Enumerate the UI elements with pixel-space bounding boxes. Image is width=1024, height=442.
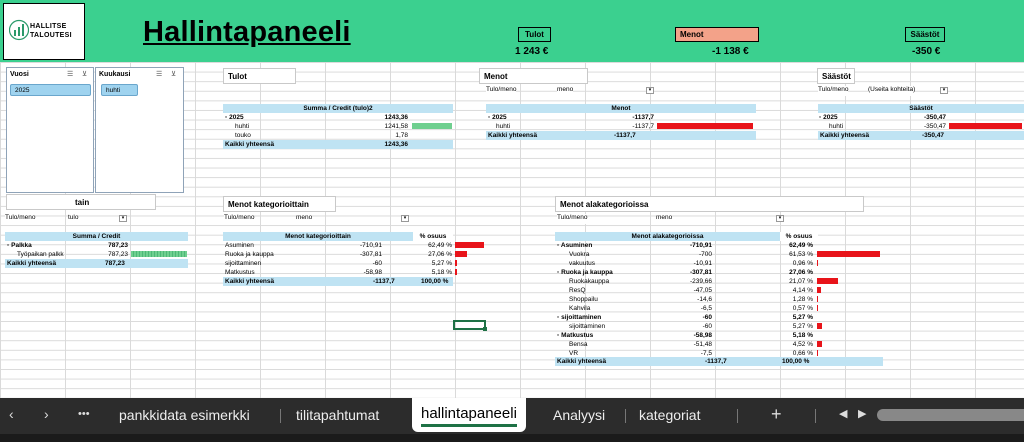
- menot-ala-row-label: sijoittaminen: [569, 323, 606, 330]
- menot-kat-row-pct: 27,06 %: [428, 251, 452, 258]
- saastot-total-row: Kaikki yhteensä -350,47: [818, 131, 1024, 140]
- menot-ala-bar: [817, 323, 822, 329]
- slicer-item-huhti[interactable]: huhti: [101, 84, 138, 96]
- tab-hallintapaneeli[interactable]: hallintapaneeli: [412, 398, 526, 432]
- menot-filter-value: meno: [557, 86, 573, 96]
- menot-bar: [657, 123, 753, 129]
- menot-ala-filter-value: meno: [656, 214, 672, 224]
- menot-ala-row-pct: 0,57 %: [792, 305, 813, 312]
- menot-kat-row-pct: 5,18 %: [431, 269, 452, 276]
- menot-ala-bar: [817, 287, 821, 293]
- tulot-header: Summa / Credit (tulo)2: [223, 104, 453, 113]
- menot-ala-group-label: ▫ sijoittaminen: [557, 314, 602, 321]
- tulot-row-value: 1241,58: [384, 123, 408, 130]
- chevron-right-icon[interactable]: ›: [44, 406, 49, 422]
- menot-row-label: huhti: [496, 123, 511, 130]
- tulot-kat-bar: [131, 251, 187, 257]
- menot-ala-bar: [817, 260, 818, 266]
- menot-filter-label: Tulo/meno: [486, 86, 516, 96]
- tulot-kat-row-value: 787,23: [108, 242, 128, 249]
- menot-kat-row-pct: 62,49 %: [428, 242, 452, 249]
- saastot-filter-value: (Useita kohteita): [868, 86, 915, 96]
- tab-pankkidata-esimerkki[interactable]: pankkidata esimerkki: [119, 407, 250, 423]
- menot-kat-header-pct: % osuus: [413, 232, 453, 241]
- menot-ala-row-pct: 21,07 %: [789, 278, 813, 285]
- active-tab-indicator: [421, 424, 517, 427]
- slicer-item-2025[interactable]: 2025: [10, 84, 91, 96]
- menot-kat-row-value: -58,98: [363, 269, 382, 276]
- menot-ala-row-label: VR: [569, 350, 579, 357]
- menot-ala-row-pct: 0,66 %: [792, 350, 813, 357]
- saastot-filter-label: Tulo/meno: [818, 86, 848, 96]
- menot-kat-row-pct: 5,27 %: [431, 260, 452, 267]
- chevron-left-icon[interactable]: ‹: [9, 406, 14, 422]
- add-sheet-button[interactable]: +: [771, 404, 782, 424]
- savings-label[interactable]: Säästöt: [905, 27, 945, 42]
- scroll-right-icon[interactable]: ▶: [858, 408, 867, 420]
- menot-ala-row-label: Shoppailu: [569, 296, 598, 303]
- menot-ala-row-label: Bensa: [569, 341, 588, 348]
- menot-kat-row-value: -307,81: [359, 251, 382, 258]
- income-label[interactable]: Tulot: [518, 27, 551, 42]
- menot-total-row: Kaikki yhteensä -1137,7: [486, 131, 756, 140]
- menot-header: Menot: [486, 104, 756, 113]
- sheet-tab-bar: [0, 398, 1024, 434]
- expense-value: -1 138 €: [712, 46, 749, 57]
- tab-tilitapahtumat[interactable]: tilitapahtumat: [296, 407, 380, 423]
- filter-dropdown-icon[interactable]: ▾: [119, 215, 127, 222]
- menot-kat-bar: [455, 269, 457, 275]
- logo: [3, 3, 85, 60]
- tulot-row-label: touko: [235, 132, 251, 139]
- saastot-row-label: ▫ 2025: [819, 114, 838, 121]
- tulot-total-row: Kaikki yhteensä 1243,36: [223, 140, 453, 149]
- menot-ala-row-pct: 5,27 %: [792, 323, 813, 330]
- menot-ala-group-pct: 5,27 %: [792, 314, 813, 321]
- year-slicer[interactable]: [6, 67, 94, 193]
- menot-ala-group-pct: 5,18 %: [792, 332, 813, 339]
- menot-ala-row-value: -51,48: [693, 341, 712, 348]
- menot-kat-bar: [455, 260, 457, 266]
- tab-analyysi[interactable]: Analyysi: [553, 407, 606, 423]
- tulot-kat-row-label: ▫ Palkka: [7, 242, 32, 249]
- saastot-row-value: -350,47: [923, 114, 946, 121]
- tulot-kat-filter-label: Tulo/meno: [5, 214, 35, 224]
- menot-kat-total-row: Kaikki yhteensä -1137,7 100,00 %: [223, 277, 453, 286]
- year-slicer-title: Vuosi: [10, 71, 29, 78]
- menot-ala-group-pct: 62,49 %: [789, 242, 813, 249]
- menot-ala-row-value: -6,5: [700, 305, 712, 312]
- menot-ala-group-value: -60: [702, 314, 712, 321]
- menot-title: Menot: [479, 68, 588, 84]
- menot-ala-bar: [817, 278, 838, 284]
- filter-dropdown-icon[interactable]: ▾: [776, 215, 784, 222]
- menot-ala-group-pct: 27,06 %: [789, 269, 813, 276]
- expense-label[interactable]: Menot: [675, 27, 759, 42]
- logo-text: HALLITSE TALOUTESI: [30, 23, 72, 39]
- menot-row-label: ▫ 2025: [488, 114, 507, 121]
- menot-ala-row-pct: 61,53 %: [789, 251, 813, 258]
- tulot-row-label: ▫ 2025: [225, 114, 244, 121]
- menot-ala-row-value: -14,6: [697, 296, 712, 303]
- menot-ala-group-value: -58,98: [693, 332, 712, 339]
- menot-kat-filter-value: meno: [296, 214, 312, 224]
- more-sheets-button[interactable]: •••: [78, 408, 90, 420]
- menot-ala-row-value: -239,66: [689, 278, 712, 285]
- menot-kat-row-label: Asuminen: [225, 242, 254, 249]
- menot-ala-bar: [817, 251, 880, 257]
- tulot-title: Tulot: [223, 68, 296, 84]
- page-title: Hallintapaneeli: [143, 16, 351, 48]
- saastot-bar: [949, 123, 1022, 129]
- tab-divider: [815, 409, 816, 423]
- menot-ala-group-value: -710,91: [689, 242, 712, 249]
- menot-ala-total-row: Kaikki yhteensä -1137,7 100,00 %: [555, 357, 883, 366]
- tulot-kat-row-value: 787,23: [108, 251, 128, 258]
- menot-ala-row-pct: 4,52 %: [792, 341, 813, 348]
- saastot-row-value: -350,47: [923, 123, 946, 130]
- menot-ala-group-label: ▫ Ruoka ja kauppa: [557, 269, 613, 276]
- menot-kat-row-value: -60: [372, 260, 382, 267]
- menot-ala-filter-label: Tulo/meno: [557, 214, 587, 224]
- month-slicer[interactable]: [95, 67, 184, 193]
- menot-ala-row-value: -60: [702, 323, 712, 330]
- menot-row-value: -1137,7: [632, 114, 654, 121]
- menot-ala-header-pct: % osuus: [780, 232, 818, 241]
- tulot-kat-title: tain: [6, 194, 156, 210]
- tulot-row-label: huhti: [235, 123, 250, 130]
- fill-handle[interactable]: [483, 327, 487, 331]
- tulot-kat-header: Summa / Credit: [5, 232, 188, 241]
- menot-ala-row-pct: 0,96 %: [792, 260, 813, 267]
- menot-ala-row-pct: 1,28 %: [792, 296, 813, 303]
- tulot-kat-row-label: Työpaikan palkk: [17, 251, 64, 258]
- menot-kat-row-label: sijoittaminen: [225, 260, 262, 267]
- menot-kat-bar: [455, 251, 467, 257]
- menot-kat-bar: [455, 242, 484, 248]
- savings-value: -350 €: [912, 46, 941, 57]
- menot-ala-row-value: -7,5: [700, 350, 712, 357]
- menot-row-value: -1137,7: [632, 123, 654, 130]
- menot-ala-group-value: -307,81: [689, 269, 712, 276]
- tab-divider: [737, 409, 738, 423]
- menot-ala-row-value: -47,05: [693, 287, 712, 294]
- month-slicer-title: Kuukausi: [99, 71, 131, 78]
- menot-ala-bar: [817, 305, 818, 311]
- menot-ala-row-pct: 4,14 %: [792, 287, 813, 294]
- horizontal-scrollbar[interactable]: [877, 409, 1024, 421]
- menot-ala-header: Menot alakategorioissa: [555, 232, 780, 241]
- multi-select-icon[interactable]: ☰: [156, 71, 163, 78]
- tulot-kat-total-row: Kaikki yhteensä 787,23: [5, 259, 188, 268]
- menot-ala-title: Menot alakategorioissa: [555, 196, 864, 212]
- tulot-row-value: 1243,36: [384, 114, 408, 121]
- menot-ala-row-label: Ruokakauppa: [569, 278, 610, 285]
- menot-kat-title: Menot kategorioittain: [223, 196, 336, 212]
- saastot-header: Säästöt: [818, 104, 1024, 113]
- multi-select-icon[interactable]: ☰: [67, 71, 74, 78]
- menot-ala-group-label: ▫ Asuminen: [557, 242, 593, 249]
- menot-kat-row-label: Matkustus: [225, 269, 255, 276]
- saastot-title: Säästöt: [817, 68, 855, 84]
- menot-ala-row-value: -10,91: [693, 260, 712, 267]
- menot-ala-row-label: vakuutus: [569, 260, 596, 267]
- menot-kat-row-value: -710,91: [359, 242, 382, 249]
- clear-filter-icon[interactable]: ⊻: [171, 71, 177, 78]
- menot-ala-row-label: Kahvila: [569, 305, 591, 312]
- status-strip: [0, 434, 1024, 442]
- menot-kat-header: Menot kategorioittain: [223, 232, 413, 241]
- active-cell[interactable]: [453, 320, 486, 330]
- tulot-kat-filter-value: tulo: [68, 214, 78, 224]
- filter-dropdown-icon[interactable]: ▾: [940, 87, 948, 94]
- menot-ala-bar: [817, 341, 822, 347]
- tab-divider: [280, 409, 281, 423]
- filter-dropdown-icon[interactable]: ▾: [401, 215, 409, 222]
- menot-kat-row-label: Ruoka ja kauppa: [225, 251, 274, 258]
- filter-dropdown-icon[interactable]: ▾: [646, 87, 654, 94]
- tab-divider: [625, 409, 626, 423]
- menot-ala-row-label: ResQ: [569, 287, 586, 294]
- saastot-row-label: huhti: [829, 123, 844, 130]
- menot-kat-filter-label: Tulo/meno: [224, 214, 254, 224]
- menot-ala-bar: [817, 296, 818, 302]
- income-value: 1 243 €: [515, 46, 549, 57]
- tab-kategoriat[interactable]: kategoriat: [639, 407, 701, 423]
- menot-ala-group-label: ▫ Matkustus: [557, 332, 594, 339]
- logo-chart-icon: [9, 18, 29, 42]
- menot-ala-bar: [817, 350, 818, 356]
- menot-ala-row-value: -700: [698, 251, 712, 258]
- menot-ala-row-label: Vuokra: [569, 251, 590, 258]
- tulot-row-value: 1,78: [395, 132, 408, 139]
- scroll-left-icon[interactable]: ◀: [839, 408, 848, 420]
- clear-filter-icon[interactable]: ⊻: [82, 71, 88, 78]
- tulot-bar: [412, 123, 452, 129]
